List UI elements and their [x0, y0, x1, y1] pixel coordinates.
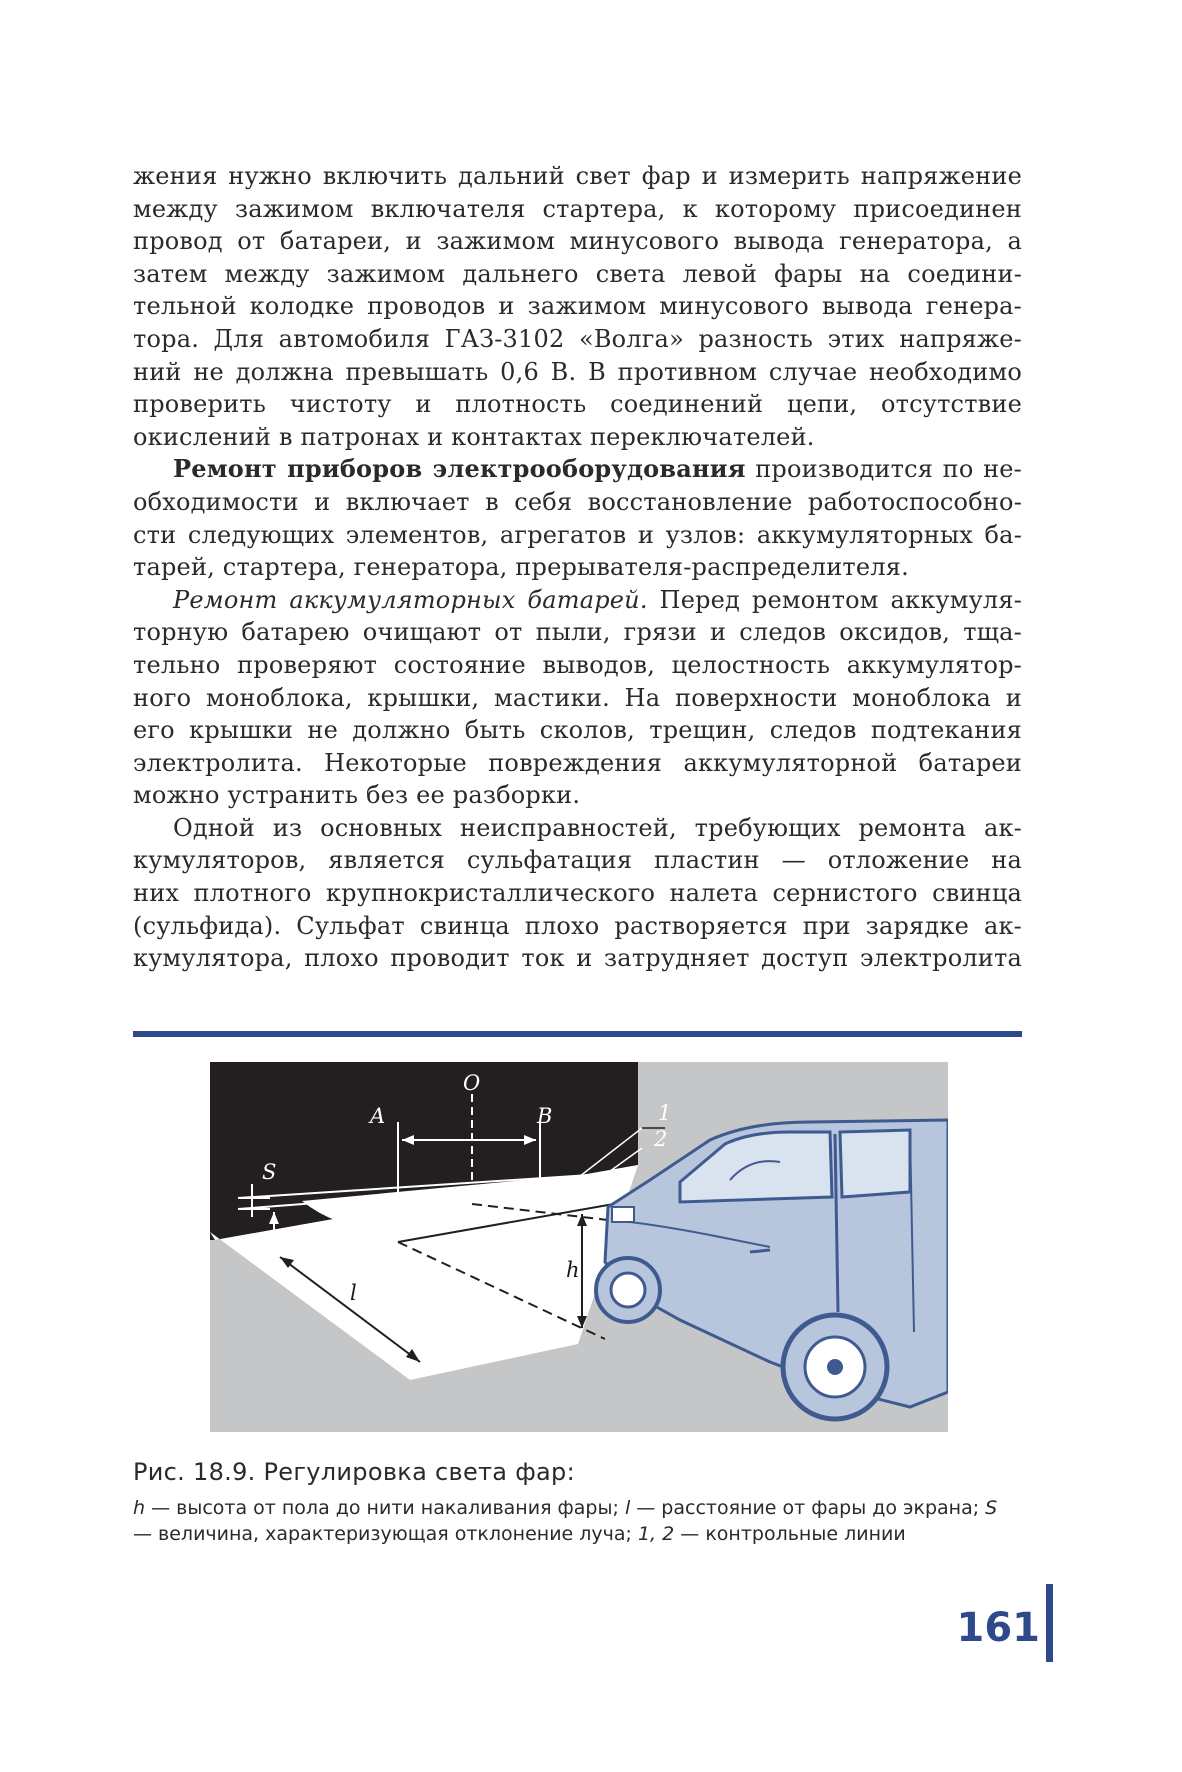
caption-title: Рис. 18.9. Регулировка света фар:	[133, 1458, 575, 1486]
text-line: можно устранить без ее разборки.	[133, 781, 581, 810]
label-s: S	[262, 1160, 277, 1184]
figure-caption	[133, 1457, 1013, 1547]
italic-heading: Ремонт аккумуляторных батарей.	[173, 585, 648, 614]
text-line: обходимости и включает в себя восстановление работоспособно-	[133, 487, 1022, 516]
text-line: ний не должна превышать 0,6 В. В противном случае необходимо	[133, 357, 1022, 386]
page-marker-bar	[1046, 1584, 1053, 1662]
text-line: сти следующих элементов, агрегатов и узлов: аккумуляторных ба-	[133, 520, 1022, 549]
text-line: окислений в патронах и контактах переключателей.	[133, 422, 815, 451]
text-line: торную батарею очищают от пыли, грязи и следов оксидов, тща-	[133, 618, 1022, 647]
text-line: тельно проверяют состояние выводов, целостность аккумулятор-	[133, 650, 1022, 679]
text-line: его крышки не должно быть сколов, трещин, следов подтекания	[133, 716, 1022, 745]
text-line: Ремонт приборов электрооборудования производится по не-	[173, 454, 1022, 484]
text-line: них плотного крупнокристаллического налета сернистого свинца	[133, 879, 1022, 908]
bold-heading: Ремонт приборов электрооборудования	[173, 454, 746, 484]
label-l: l	[350, 1281, 357, 1305]
text-line: жения нужно включить дальний свет фар и измерить напряжение	[133, 162, 1022, 190]
label-2: 2	[654, 1127, 668, 1151]
text-line: Ремонт аккумуляторных батарей. Перед ремонтом аккумуля-	[173, 585, 1023, 614]
text-line: тора. Для автомобиля ГАЗ-3102 «Волга» разность этих напряже-	[133, 324, 1022, 353]
label-1: 1	[658, 1101, 672, 1125]
text-line: проверить чистоту и плотность соединений цепи, отсутствие	[133, 390, 1022, 419]
headlight-adjustment-figure	[210, 1062, 948, 1432]
text-line: кумулятора, плохо проводит ток и затрудняет доступ электролита	[133, 944, 1022, 973]
text-line: тельной колодке проводов и зажимом минусового вывода генера-	[133, 292, 1022, 321]
section-divider	[133, 1031, 1022, 1037]
label-o: O	[463, 1071, 481, 1095]
label-h: h	[566, 1258, 580, 1282]
text-line: кумуляторов, является сульфатация пластин — отложение на	[133, 846, 1022, 875]
text-line: провод от батареи, и зажимом минусового вывода генератора, а	[133, 227, 1022, 256]
body-text	[133, 160, 1022, 975]
text-line: ного моноблока, крышки, мастики. На поверхности моноблока и	[133, 683, 1022, 712]
text-line: Одной из основных неисправностей, требующих ремонта ак-	[173, 813, 1022, 842]
text-line: электролита. Некоторые повреждения аккумуляторной батареи	[133, 748, 1022, 777]
text-line: между зажимом включателя стартера, к которому присоединен	[133, 194, 1022, 223]
label-a: A	[370, 1104, 386, 1128]
caption-description: h — высота от пола до нити накаливания фары; l — расстояние от фары до экрана; S — величина, характеризующая отклонение луча; 1, 2 — контрольные линии	[133, 1497, 998, 1545]
label-b: B	[537, 1104, 553, 1128]
text-line: затем между зажимом дальнего света левой фары на соедини-	[133, 259, 1022, 288]
text-line: (сульфида). Сульфат свинца плохо растворяется при зарядке ак-	[133, 911, 1022, 940]
page-number: 161	[956, 1605, 1040, 1651]
text-line: тарей, стартера, генератора, прерывателя-распределителя.	[133, 553, 909, 582]
